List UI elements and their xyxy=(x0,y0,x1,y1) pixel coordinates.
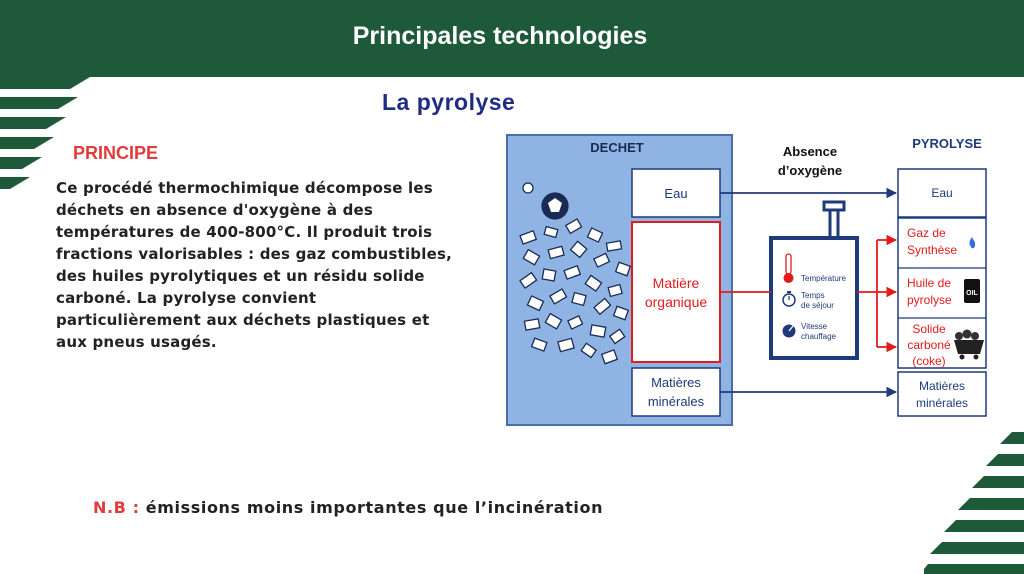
output-huile-label-2: pyrolyse xyxy=(907,293,952,307)
input-organique-label-2: organique xyxy=(644,294,708,310)
stripe-decoration-right xyxy=(924,432,1024,574)
oil-barrel-icon xyxy=(964,279,980,303)
input-organique-label-1: Matière xyxy=(652,275,700,291)
arrow-reactor-outputs xyxy=(857,240,896,347)
principe-text: Ce procédé thermochimique décompose les déchets en absence d'oxygène à des températures de 400-800°C. Il produit trois fractions valorisables : des gaz combustibles, des huiles pyrolytiques et un résidu solide carboné. La pyrolyse convient particulièrement aux déchets plastiques et aux pneus usagés. xyxy=(56,179,452,351)
output-minerales-label-1: Matières xyxy=(918,379,966,393)
output-minerales-label-2: minérales xyxy=(915,396,969,410)
output-gaz-label-2: Synthèse xyxy=(907,243,958,257)
oil-badge-label: OIL xyxy=(966,290,978,297)
output-solide-label-1: Solide xyxy=(912,322,946,336)
reactor-vitesse-label-2: chauffage xyxy=(801,332,836,341)
reactor-temps-label-2: de séjour xyxy=(801,301,834,310)
section-subtitle: La pyrolyse xyxy=(382,89,516,115)
reactor-vitesse-label-1: Vitesse xyxy=(801,322,828,331)
principe-heading: PRINCIPE xyxy=(73,143,159,163)
input-eau-label: Eau xyxy=(664,186,688,201)
pyrolyse-title: PYROLYSE xyxy=(912,136,982,151)
input-minerales-label-1: Matières xyxy=(651,375,701,390)
note-label: N.B : xyxy=(93,498,140,517)
output-solide-label-3: (coke) xyxy=(912,354,946,368)
page-title: Principales technologies xyxy=(352,22,648,50)
input-box-matiere-organique xyxy=(632,222,720,362)
absence-label-1: Absence xyxy=(782,144,838,159)
reactor-temps-label-1: Temps xyxy=(801,291,825,300)
input-minerales-label-2: minérales xyxy=(647,394,705,409)
output-huile-label-1: Huile de xyxy=(907,276,952,290)
speed-gauge-icon xyxy=(783,325,796,338)
note xyxy=(93,498,603,517)
output-eau-label: Eau xyxy=(931,186,953,200)
pyrolysis-diagram xyxy=(503,130,995,430)
output-solide-label-2: carboné xyxy=(907,338,951,352)
absence-label-2: d’oxygène xyxy=(777,163,843,178)
reactor-temperature-label: Température xyxy=(801,274,846,283)
note-text: émissions moins importantes que l’incinération xyxy=(139,498,604,517)
output-gaz-label-1: Gaz de xyxy=(907,226,946,240)
dechet-title: DECHET xyxy=(590,140,644,155)
